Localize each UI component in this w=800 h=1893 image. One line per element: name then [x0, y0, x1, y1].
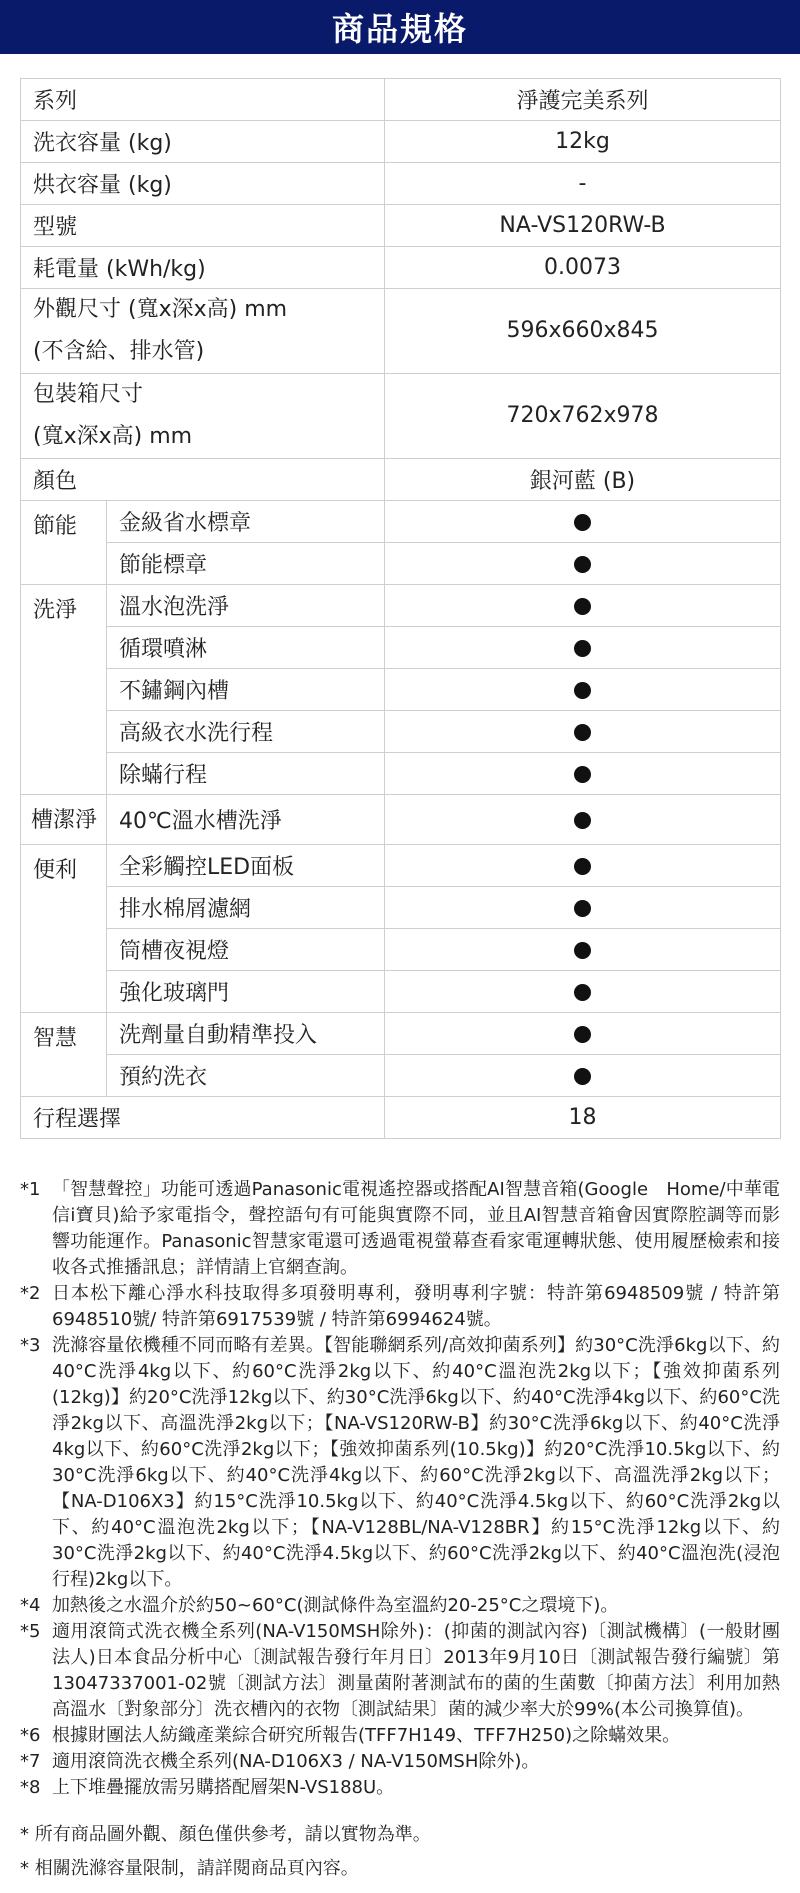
- spec-label: 顏色: [21, 459, 385, 501]
- footnote-number: *6: [20, 1725, 41, 1746]
- spec-label: [21, 289, 385, 374]
- feature-category: 智慧: [21, 1013, 107, 1097]
- feature-label: 排水棉屑濾網: [107, 887, 385, 929]
- spec-row-dry-capacity: [21, 163, 781, 205]
- feature-row: [21, 929, 781, 971]
- spec-label-line: 包裝箱尺寸: [33, 382, 144, 407]
- check-dot-icon: [574, 984, 591, 1001]
- spec-value: 淨護完美系列: [385, 79, 781, 121]
- footnote: [20, 1619, 780, 1723]
- footnote: [20, 1723, 780, 1749]
- spec-label: 耗電量 (kWh/kg): [21, 247, 385, 289]
- footnote-text: 適用滾筒式洗衣機全系列(NA-V150MSH除外)：(抑菌的測試內容)〔測試機構〕(一般財團法人)日本食品分析中心〔測試報告發行年月日〕2013年9月10日〔測試報告發行編號〕第13047337001-02號〔測試方法〕測量菌附著測試布的菌的生菌數〔抑菌方法〕利用加熱高溫水〔對象部分〕洗衣槽內的衣物〔測試結果〕菌的減少率大於99%(本公司換算值)。: [52, 1621, 780, 1720]
- spec-label: 型號: [21, 205, 385, 247]
- check-dot-icon: [574, 640, 591, 657]
- feature-label: 強化玻璃門: [107, 971, 385, 1013]
- spec-title-banner: [0, 0, 800, 54]
- feature-row: [21, 971, 781, 1013]
- spec-label-line: (寬x深x高) mm: [33, 424, 193, 449]
- spec-value: -: [385, 163, 781, 205]
- feature-row: [21, 887, 781, 929]
- spec-label: 行程選擇: [21, 1097, 385, 1139]
- spec-value: 12kg: [385, 121, 781, 163]
- spec-value: 596x660x845: [385, 289, 781, 374]
- footnote-number: *1: [20, 1179, 41, 1200]
- footnote-text: 洗滌容量依機種不同而略有差異。【智能聯網系列/高效抑菌系列】約30°C洗淨6kg以下、約40°C洗淨4kg以下、約60°C洗淨2kg以下、約40°C溫泡洗2kg以下；【強效抑菌系列(12kg)】約20°C洗淨12kg以下、約30°C洗淨6kg以下、約40°C洗淨4kg以下、約60°C洗淨2kg以下、高溫洗淨2kg以下；【NA-VS120RW-B】約30°C洗淨6kg以下、約40°C洗淨4kg以下、約60°C洗淨2kg以下；【強效抑菌系列(10.5kg)】約20°C洗淨10.5kg以下、約30°C洗淨6kg以下、約40°C洗淨4kg以下、約60°C洗淨2kg以下、高溫洗淨2kg以下；【NA-D106X3】約15°C洗淨10.5kg以下、約40°C洗淨4.5kg以下、約60°C洗淨2kg以下、約40°C溫泡洗2kg以下；【NA-V128BL/NA-V128BR】約15°C洗淨12kg以下、約30°C洗淨2kg以下、約40°C洗淨4.5kg以下、約60°C洗淨2kg以下、約40°C溫泡洗(浸泡行程)2kg以下。: [52, 1335, 780, 1590]
- feature-label: 40℃溫水槽洗淨: [107, 795, 385, 845]
- footnote-text: 上下堆疊擺放需另購搭配層架N-VS188U。: [52, 1777, 395, 1798]
- feature-label: 除蟎行程: [107, 753, 385, 795]
- spec-label: 洗衣容量 (kg): [21, 121, 385, 163]
- check-dot-icon: [574, 766, 591, 783]
- extra-note: * 所有商品圖外觀、顏色僅供參考，請以實物為準。: [20, 1824, 431, 1845]
- spec-label: 系列: [21, 79, 385, 121]
- spec-label: 烘衣容量 (kg): [21, 163, 385, 205]
- feature-row: [21, 711, 781, 753]
- check-dot-icon: [574, 1068, 591, 1085]
- feature-label: 不鏽鋼內槽: [107, 669, 385, 711]
- check-dot-icon: [574, 900, 591, 917]
- spec-label: [21, 374, 385, 459]
- feature-row: [21, 627, 781, 669]
- spec-label-line: 外觀尺寸 (寬x深x高) mm: [33, 297, 288, 322]
- feature-category: 節能: [21, 501, 107, 585]
- check-dot-icon: [574, 1026, 591, 1043]
- extra-note: * 相關洗滌容量限制，請詳閱商品頁內容。: [20, 1858, 359, 1879]
- check-dot-icon: [574, 514, 591, 531]
- check-dot-icon: [574, 598, 591, 615]
- footnote: [20, 1775, 780, 1801]
- spec-row-programs: [21, 1097, 781, 1139]
- spec-value: 銀河藍 (B): [385, 459, 781, 501]
- footnote: [20, 1333, 780, 1593]
- extra-notes: [20, 1821, 800, 1883]
- spec-row-power: [21, 247, 781, 289]
- footnote-number: *5: [20, 1621, 41, 1642]
- feature-label: 金級省水標章: [107, 501, 385, 543]
- check-dot-icon: [574, 724, 591, 741]
- feature-label: 全彩觸控LED面板: [107, 845, 385, 887]
- feature-row: [21, 753, 781, 795]
- footnote-text: 適用滾筒洗衣機全系列(NA-D106X3 / NA-V150MSH除外)。: [52, 1751, 540, 1772]
- footnote-number: *7: [20, 1751, 41, 1772]
- footnote-number: *8: [20, 1777, 41, 1798]
- spec-row-color: [21, 459, 781, 501]
- footnote: [20, 1281, 780, 1333]
- footnote: [20, 1749, 780, 1775]
- feature-category: 槽潔淨: [21, 795, 107, 845]
- feature-row: [21, 543, 781, 585]
- check-dot-icon: [574, 682, 591, 699]
- feature-label: 高級衣水洗行程: [107, 711, 385, 753]
- footnote: [20, 1593, 780, 1619]
- footnote-text: 加熱後之水溫介於約50~60°C(測試條件為室溫約20-25°C之環境下)。: [52, 1595, 619, 1616]
- spec-value: NA-VS120RW-B: [385, 205, 781, 247]
- spec-row-model: [21, 205, 781, 247]
- feature-row: [21, 1013, 781, 1055]
- check-dot-icon: [574, 812, 591, 829]
- feature-row: [21, 795, 781, 845]
- feature-row: [21, 669, 781, 711]
- spec-row-dimensions: [21, 289, 781, 374]
- spec-label-line: (不含給、排水管): [33, 339, 205, 364]
- feature-row: [21, 501, 781, 543]
- check-dot-icon: [574, 942, 591, 959]
- feature-label: 節能標章: [107, 543, 385, 585]
- footnote-number: *4: [20, 1595, 41, 1616]
- feature-category: 便利: [21, 845, 107, 1013]
- spec-row-wash-capacity: [21, 121, 781, 163]
- feature-row: [21, 1055, 781, 1097]
- footnote-number: *3: [20, 1335, 41, 1356]
- check-dot-icon: [574, 556, 591, 573]
- feature-label: 洗劑量自動精準投入: [107, 1013, 385, 1055]
- feature-label: 溫水泡洗淨: [107, 585, 385, 627]
- feature-label: 預約洗衣: [107, 1055, 385, 1097]
- feature-row: [21, 845, 781, 887]
- footnote-number: *2: [20, 1283, 41, 1304]
- footnote: [20, 1177, 780, 1281]
- feature-category: 洗淨: [21, 585, 107, 795]
- page-title: 商品規格: [331, 10, 468, 48]
- feature-label: 筒槽夜視燈: [107, 929, 385, 971]
- spec-value: 720x762x978: [385, 374, 781, 459]
- spec-row-series: [21, 79, 781, 121]
- spec-value: 18: [385, 1097, 781, 1139]
- check-dot-icon: [574, 858, 591, 875]
- spec-table: [20, 78, 781, 1139]
- footnote-text: 根據財團法人紡織產業綜合研究所報告(TFF7H149、TFF7H250)之除蟎效果。: [52, 1725, 681, 1746]
- spec-row-package-dimensions: [21, 374, 781, 459]
- footnote-text: 「智慧聲控」功能可透過Panasonic電視遙控器或搭配AI智慧音箱(Google Home/中華電信i寶貝)給予家電指令，聲控語句有可能與實際不同，並且AI智慧音箱會因實際腔調等而影響功能運作。Panasonic智慧家電還可透過電視螢幕查看家電運轉狀態、使用履歷檢索和接收各式推播訊息；詳情請上官網查詢。: [52, 1179, 780, 1278]
- footnote-text: 日本松下離心淨水科技取得多項發明專利，發明專利字號：特許第6948509號 / 特許第6948510號/ 特許第6917539號 / 特許第6994624號。: [52, 1283, 780, 1330]
- feature-label: 循環噴淋: [107, 627, 385, 669]
- feature-row: [21, 585, 781, 627]
- spec-value: 0.0073: [385, 247, 781, 289]
- footnotes: [20, 1177, 780, 1801]
